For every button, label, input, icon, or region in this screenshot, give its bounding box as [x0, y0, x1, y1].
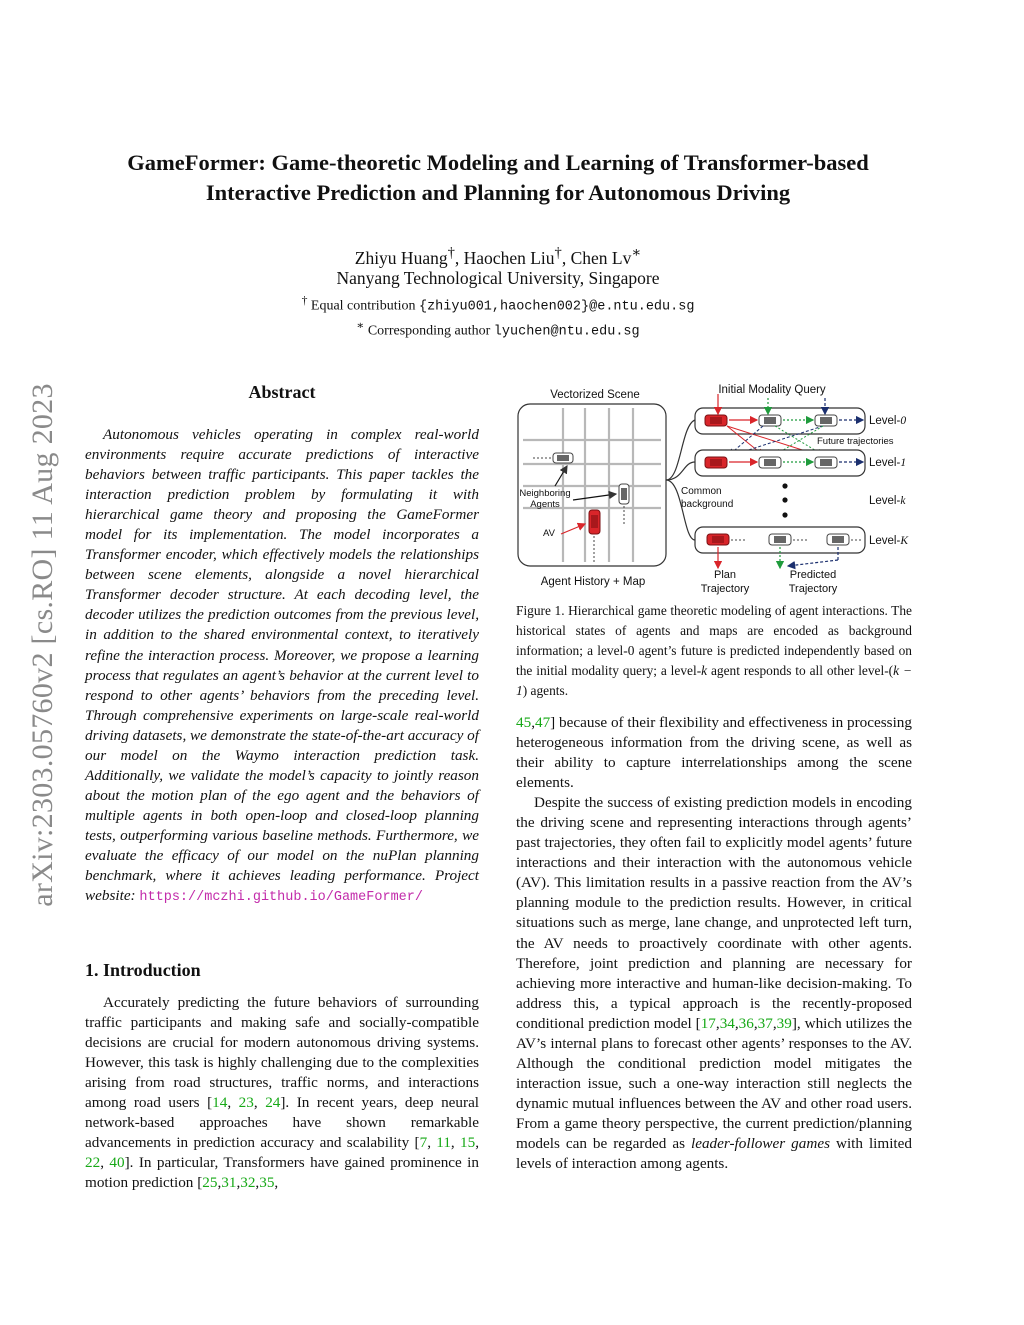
ellipsis-dot [782, 512, 787, 517]
label-future-trajectories: Future trajectories [817, 436, 894, 447]
title-line-2: Interactive Prediction and Planning for Autonomous Driving [205, 180, 791, 205]
caption-text: agent responds to all other level-( [707, 663, 894, 678]
neighbor-car-icon [553, 453, 573, 463]
intro-heading: 1. Introduction [85, 960, 201, 980]
figure-1-caption [516, 601, 912, 701]
intro-text: ]. In recent years, deep neural network-based approaches have shown remarkable advancements in prediction accuracy and scalability [ [85, 1094, 480, 1152]
dagger-mark: † [554, 245, 562, 261]
ego-car-icon [705, 457, 727, 468]
label-predicted: Predicted [789, 569, 837, 581]
citation[interactable]: 25 [202, 1174, 218, 1192]
title-line-1: GameFormer: Game-theoretic Modeling and Learning of Transformer-based [127, 150, 869, 175]
citation[interactable]: 24 [265, 1094, 281, 1112]
citation[interactable]: 14 [212, 1094, 228, 1112]
agent-car-icon [815, 415, 837, 426]
abstract-heading: Abstract [248, 382, 316, 402]
corr-label: Corresponding author [367, 323, 491, 339]
label-level-K: Level-K [869, 535, 908, 547]
ellipsis-dot [782, 483, 787, 488]
label-level-k: Level-k [869, 495, 906, 507]
equal-contribution-note [60, 294, 936, 315]
figure-1-diagram [513, 380, 917, 600]
citation[interactable]: 39 [776, 1014, 792, 1032]
intro-text: ]. In particular, Transformers have gained prominence in motion prediction [ [85, 1154, 479, 1192]
author-2: , Haochen Liu [454, 247, 555, 268]
paper-title [60, 148, 936, 208]
equal-emails: {zhiyu001,haochen002}@e.ntu.edu.sg [418, 299, 695, 315]
citation[interactable]: 17 [700, 1014, 716, 1032]
agent-car-icon [759, 415, 781, 426]
body-text: with limited levels of interaction among agents. [516, 1134, 912, 1173]
arxiv-sidebar [4, 345, 82, 945]
emphasis-text: leader-follower games [691, 1134, 830, 1152]
body-text: Despite the success of existing prediction models in encoding the driving scene and representing interactions through agents’ past trajectories, they often fail to explicitly model agents’ future interactions and their interaction with the autonomous vehicle (AV). This limitation results in a passive reaction from the AV’s planning module to the prediction results. However, in critical situations such as merge, lane change, and unprotected left turn, the AV needs to proactively coordinate with other agents. Therefore, joint prediction and planning are necessary for achieving more interactive and human-like decision-making. To address this, a typical approach is the recently-proposed conditional prediction model [ [516, 794, 912, 1032]
label-neighboring: Neighboring [519, 488, 571, 499]
caption-text: ) agents. [522, 683, 569, 698]
arxiv-id: arXiv:2303.05760v2 [cs.RO] 11 Aug 2023 [26, 383, 59, 907]
label-agents: Agents [530, 499, 560, 510]
dagger-mark: † [301, 294, 308, 307]
citation[interactable]: 36 [738, 1014, 754, 1032]
caption-math: k [701, 663, 708, 678]
author-3: , Chen Lv [561, 247, 632, 268]
citation[interactable]: 22 [85, 1154, 101, 1172]
label-level-1: Level-1 [869, 457, 907, 469]
abstract-text: Autonomous vehicles operating in complex real-world environments require accurate predictions of interactive behaviors between traffic participants. This paper tackles the interaction prediction problem by formulating it with hierarchical game theory and proposing the GameFormer model for its implementation. The model incorporates a Transformer encoder, which effectively models the relationships between scene elements, alongside a novel hierarchical Transformer decoder structure. At each decoding level, the decoder utilizes the prediction outcomes from the previous level, in addition to the shared environmental context, to iteratively refine the interaction process. Moreover, we propose a learning process that regulates an agent’s behavior at the current level to respond to other agents’ behaviors from the preceding level. Through comprehensive experiments on large-scale real-world driving datasets, we demonstrate the state-of-the-art accuracy of our model on the Waymo interaction prediction task. Additionally, we validate the model’s capacity to jointly reason about the motion plan of the ego agent and the behaviors of multiple agents in both open-loop and closed-loop planning tests, outperforming various baseline methods. Furthermore, we evaluate the efficacy of our model on the nuPlan planning benchmark, where it achieves leading performance. Project website: [85, 426, 479, 905]
label-common: Common [681, 486, 722, 497]
citation[interactable]: 40 [109, 1154, 125, 1172]
label-predicted-trajectory: Trajectory [788, 583, 838, 595]
authors [60, 244, 936, 269]
agent-car-icon [759, 457, 781, 468]
body-text: ] because of their flexibility and effectiveness in processing heterogeneous information from the driving scene, as well as their ability to capture interrelationships among the scene elements. [516, 714, 912, 792]
citation[interactable]: 11 [436, 1134, 451, 1152]
citation[interactable]: 15 [460, 1134, 476, 1152]
star-mark: ∗ [356, 319, 365, 332]
citation[interactable]: 47 [534, 714, 551, 731]
citation[interactable]: 37 [757, 1014, 773, 1032]
star-mark: ∗ [631, 245, 642, 261]
project-website-link[interactable]: https://mczhi.github.io/GameFormer/ [139, 890, 423, 906]
caption-text: Figure 1. Hierarchical game theoretic modeling of agent interactions. The historical states of agents and maps are encoded as background information; a level-0 agent’s future is predicted independently based on the initial modality query; a level- [516, 603, 912, 678]
label-plan-trajectory: Trajectory [700, 583, 750, 595]
neighbor-car-icon [619, 484, 629, 504]
corresponding-author-note [60, 318, 936, 340]
intro-text: Accurately predicting the future behaviors of surrounding traffic participants and making safe and socially-compatible decisions are crucial for modern autonomous driving systems. However, this task is highly challenging due to the complexities arising from road structures, traffic norms, and interactions among road users [ [85, 994, 479, 1112]
intro-body: Accurately predicting the future behaviors of surrounding traffic participants and making safe and socially-compatible decisions are crucial for modern autonomous driving systems. However, this task is highly challenging due to the complexities arising from road structures, traffic norms, and interactions among road users [14, 23, 24]. In recent years, deep neural network-based approaches have shown remarkable advancements in prediction accuracy and scalability [7, 11, 15, 22, 40]. In particular, Transformers have gained prominence in motion prediction [25,31,32,35, [85, 994, 480, 1192]
right-column-body: 45,47] because of their flexibility and effectiveness in processing heterogeneous information from the driving scene, as well as their ability to capture interrelationships among the scene elements. Despite the success of existing prediction models in encoding the driving scene and representing interactions through agents’ past trajectories, they often fail to explicitly model agents’ future interactions and their interaction with the autonomous vehicle (AV). This limitation results in a passive reaction from the AV’s planning module to the prediction results. However, in critical situations such as merge, lane change, and unprotected left turn, the AV needs to proactively coordinate with other agents. Therefore, joint prediction and planning are necessary for achieving more interactive and human-like decision-making. To address this, a typical approach is the recently-proposed conditional prediction model [17,34,36,37,39], which utilizes the AV’s internal plans to forecast other agents’ responses to the AV. Although the conditional prediction model mitigates the interaction issue, such a one-way interaction still neglects the dynamic mutual influences between the AV and other road users. From a game theory perspective, the current prediction/planning models can be regarded as leader-follower games with limited levels of interaction among agents. [516, 714, 912, 1173]
agent-car-icon [827, 534, 849, 545]
label-av: AV [543, 528, 555, 539]
dagger-mark: † [447, 245, 455, 261]
author-1: Zhiyu Huang [354, 247, 448, 268]
corr-email: lyuchen@ntu.edu.sg [493, 324, 640, 340]
agent-car-icon [815, 457, 837, 468]
citation[interactable]: 23 [238, 1094, 254, 1112]
av-car-icon [589, 510, 600, 534]
citation[interactable]: 32 [240, 1174, 256, 1192]
ego-car-icon [707, 534, 729, 545]
figure-1 [513, 380, 917, 600]
label-initial-modality-query: Initial Modality Query [718, 384, 826, 396]
agent-car-icon [769, 534, 791, 545]
ellipsis-dot [782, 497, 787, 502]
label-background: background [681, 499, 734, 510]
label-plan: Plan [713, 569, 737, 581]
label-agent-history-map: Agent History + Map [540, 576, 646, 588]
equal-label: Equal contribution [310, 298, 416, 314]
citation[interactable]: 35 [259, 1174, 275, 1192]
body-text: ], which utilizes the AV’s internal plans to forecast other agents’ responses to the AV. Although the conditional prediction model mitigates the interaction issue, such a one-way interaction still neglects the dynamic mutual influences between the AV and other road users. From a game theory perspective, the current prediction/planning models can be regarded as [516, 1014, 912, 1152]
citation[interactable]: 7 [419, 1134, 428, 1152]
label-level-0: Level-0 [869, 415, 907, 427]
caption-math: k − 1 [516, 663, 912, 698]
citation[interactable]: 31 [221, 1174, 237, 1192]
citation[interactable]: 34 [719, 1014, 735, 1032]
abstract-body [85, 425, 479, 908]
ego-car-icon [705, 415, 727, 426]
label-vectorized-scene: Vectorized Scene [550, 389, 640, 401]
affiliation: Nanyang Technological University, Singapore [336, 268, 660, 288]
citation[interactable]: 45 [516, 714, 532, 731]
